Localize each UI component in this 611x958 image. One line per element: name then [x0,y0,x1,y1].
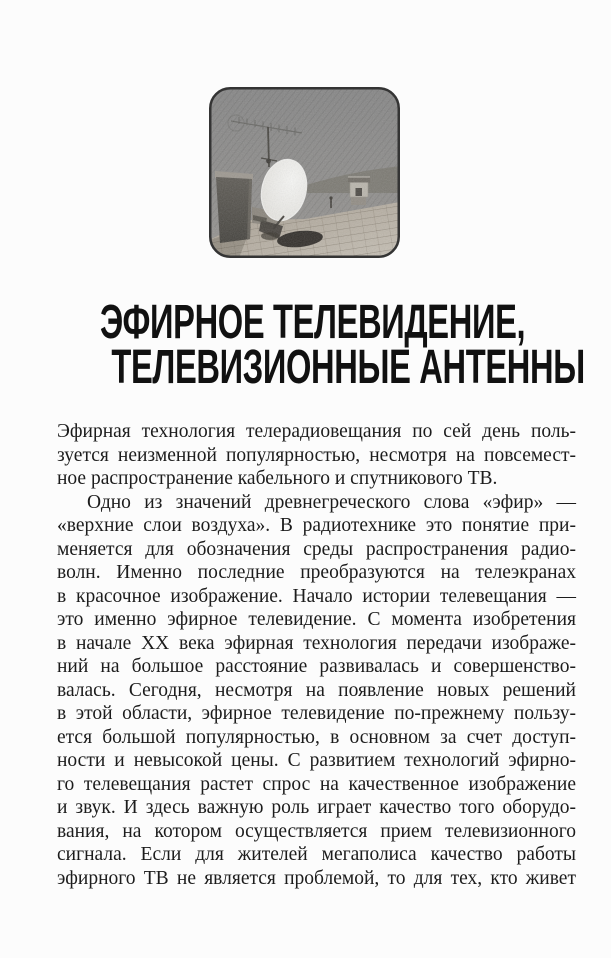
text-line: это именно эфирное телевидение. С момента изобретения [57,609,576,630]
text-line: сигнала. Если для жителей мегаполиса качество работы [57,844,576,865]
text-line: вания, на котором осуществляется прием телевизионного [57,820,576,842]
text-line: го телевещания растет спрос на качественное изображение [57,773,576,795]
chapter-heading [0,296,611,394]
text-line: ное распространение кабельного и спутникового ТВ. [57,468,498,489]
text-line: и звук. И здесь важную роль играет качество того оборудо- [57,797,576,818]
text-line: валась. Сегодня, несмотря на появление новых решений [57,679,576,701]
text-line: ний на большое расстояние развивалась и совершенство- [57,656,576,677]
chapter-photo [209,87,400,258]
text-line: в этой области, эфирное телевидение по-прежнему пользу- [57,703,576,724]
text-line: меняется для обозначения среды распространения радио- [57,538,576,560]
text-line: зуется неизменной популярностью, несмотря на повсемест- [57,444,576,466]
body-text [57,420,576,890]
chapter-heading-line [0,341,611,394]
text-line: волн. Именно последние преобразуются на телеэкранах [57,562,576,583]
text-line: эфирного ТВ не является проблемой, то для тех, кто живет [57,867,576,889]
text-line: Эфирная технология телерадиовещания по сей день поль- [57,421,576,442]
text-line: Одно из значений древнегреческого слова «эфир» — [87,491,576,513]
text-line: в начале XX века эфирная технология передачи изображе- [57,632,576,654]
chapter-heading-text: ЭФИРНОЕ ТЕЛЕВИДЕНИЕ, [100,296,526,349]
rooftop-antenna-illustration [209,87,400,258]
chapter-heading-line [0,296,611,349]
chapter-heading-text: ТЕЛЕВИЗИОННЫЕ АНТЕННЫ [111,341,585,394]
text-line: «верхние слои воздуха». В радиотехнике это понятие при- [57,515,576,536]
text-line: ности и невысокой цены. С развитием технологий эфирно- [57,750,576,771]
text-line: в красочное изображение. Начало истории телевещания — [57,585,576,607]
text-line: ется большой популярностью, в основном за счет доступ- [57,726,576,748]
